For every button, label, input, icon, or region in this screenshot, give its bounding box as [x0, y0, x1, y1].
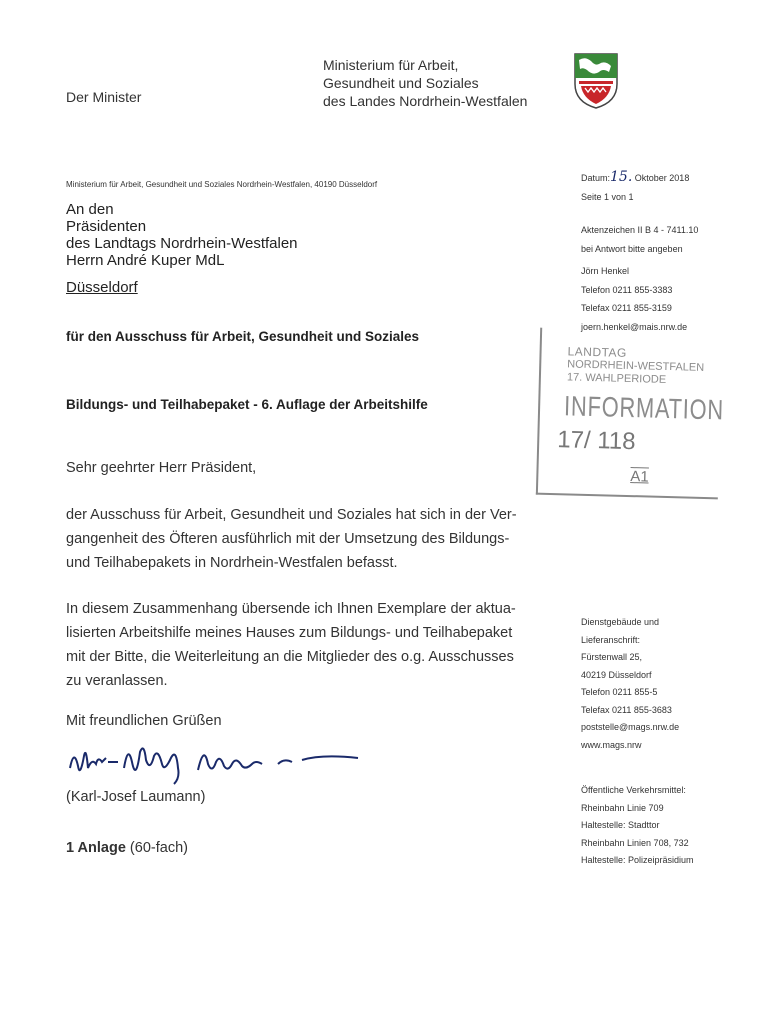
- body-paragraph-1: [66, 503, 517, 575]
- datum-month-year: Oktober 2018: [632, 173, 690, 183]
- paragraph-line: zu veranlassen.: [66, 673, 168, 689]
- office-line: Fürstenwall 25,: [581, 652, 643, 662]
- committee-line: für den Ausschuss für Arbeit, Gesundheit und Soziales: [66, 329, 420, 344]
- sender-line: des Landes Nordrhein-Westfalen: [323, 93, 528, 109]
- handwritten-signature: [66, 738, 366, 790]
- recipient-line: des Landtags Nordrhein-Westfalen: [66, 235, 298, 252]
- salutation: Sehr geehrter Herr Präsident,: [66, 460, 257, 476]
- contact-phone: Telefon 0211 855-3383: [581, 284, 673, 295]
- office-line: poststelle@mags.nrw.de: [581, 722, 680, 732]
- enclosure: [66, 836, 188, 860]
- datum-handwritten-day: 15.: [610, 169, 633, 185]
- paragraph-line: und Teilhabepakets in Nordrhein-Westfalen befasst.: [66, 555, 398, 571]
- stamp-information: INFORMATION: [563, 390, 725, 426]
- subject-line: Bildungs- und Teilhabepaket - 6. Auflage der Arbeitshilfe: [66, 397, 428, 412]
- body-paragraph-2: [66, 597, 516, 693]
- landtag-receipt-stamp: [536, 328, 725, 500]
- aktenzeichen: Aktenzeichen II B 4 - 7411.10: [581, 225, 699, 235]
- paragraph-line: lisierten Arbeitshilfe meines Hauses zum Bildungs- und Teilhabepaket: [66, 625, 513, 641]
- sender-line: Gesundheit und Soziales: [323, 75, 479, 91]
- enclosure-detail: (60-fach): [125, 840, 188, 856]
- sidebar-office-block: [581, 614, 679, 754]
- transport-line: Rheinbahn Linien 708, 732: [581, 837, 689, 848]
- stamp-line: LANDTAG: [567, 344, 628, 360]
- transport-line: Haltestelle: Polizeipräsidium: [581, 855, 694, 865]
- minister-label: Der Minister: [66, 89, 142, 105]
- enclosure-count: 1 Anlage: [66, 840, 126, 856]
- office-line: 40219 Düsseldorf: [581, 669, 652, 680]
- page-count: Seite 1 von 1: [581, 191, 634, 202]
- contact-email: joern.henkel@mais.nrw.de: [581, 321, 688, 332]
- stamp-line: NORDRHEIN-WESTFALEN: [567, 358, 705, 374]
- recipient-line: Präsidenten: [66, 218, 147, 235]
- office-line: Telefax 0211 855-3683: [581, 704, 672, 715]
- reply-note: bei Antwort bitte angeben: [581, 243, 683, 254]
- paragraph-line: In diesem Zusammenhang übersende ich Ihnen Exemplare der aktua-: [66, 601, 516, 617]
- office-line: Lieferanschrift:: [581, 634, 641, 645]
- contact-name: Jörn Henkel: [581, 266, 630, 276]
- transport-line: Rheinbahn Linie 709: [581, 802, 664, 813]
- transport-line: Öffentliche Verkehrsmittel:: [581, 785, 686, 795]
- signer-name: (Karl-Josef Laumann): [66, 789, 206, 805]
- sidebar-transport-block: [581, 782, 694, 870]
- paragraph-line: gangenheit des Öfteren ausführlich mit der Umsetzung des Bildungs-: [66, 531, 510, 547]
- paragraph-line: mit der Bitte, die Weiterleitung an die Mitglieder des o.g. Ausschusses: [66, 649, 514, 665]
- nrw-coat-of-arms-icon: [573, 52, 619, 110]
- office-line: Dienstgebäude und: [581, 617, 660, 627]
- recipient-line: An den: [66, 201, 114, 218]
- sender-line: Ministerium für Arbeit,: [323, 57, 459, 73]
- transport-line: Haltestelle: Stadttor: [581, 820, 660, 830]
- recipient-line: Herrn André Kuper MdL: [66, 252, 225, 269]
- sender-block: [323, 56, 527, 110]
- recipient-city: Düsseldorf: [66, 279, 138, 296]
- sidebar-contact-block: [581, 262, 687, 336]
- datum-label: Datum:: [581, 173, 611, 183]
- return-address: Ministerium für Arbeit, Gesundheit und Soziales Nordrhein-Westfalen, 40190 Düsseldorf: [66, 180, 378, 189]
- closing: Mit freundlichen Grüßen: [66, 713, 222, 729]
- office-line: Telefon 0211 855-5: [581, 687, 658, 697]
- stamp-number: 17/ 118: [556, 426, 636, 456]
- paragraph-line: der Ausschuss für Arbeit, Gesundheit und Soziales hat sich in der Ver-: [66, 507, 517, 523]
- office-line: www.mags.nrw: [581, 739, 642, 750]
- contact-fax: Telefax 0211 855-3159: [581, 303, 672, 313]
- sidebar-file-block: [581, 221, 698, 258]
- stamp-code: A1: [630, 468, 649, 486]
- recipient-address: [66, 201, 298, 269]
- stamp-line: 17. WAHLPERIODE: [566, 371, 667, 386]
- sidebar-date-block: [581, 168, 689, 206]
